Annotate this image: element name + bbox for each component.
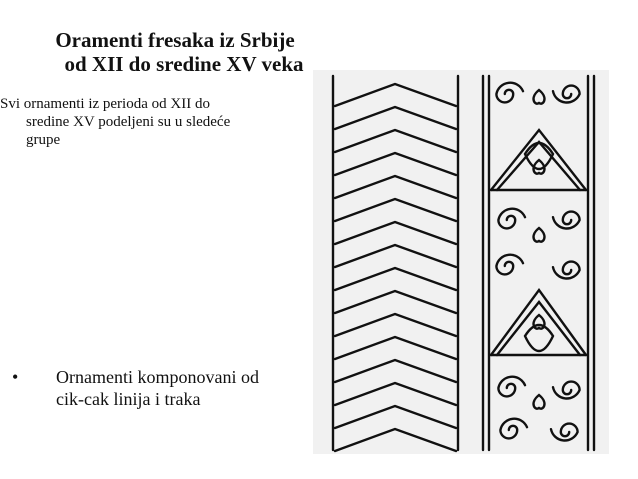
intro-line-1: Svi ornamenti iz perioda od XII do — [0, 96, 210, 112]
title-line-2: od XII do sredine XV veka — [64, 52, 304, 76]
bullet-dot: • — [12, 367, 19, 387]
intro-line-3: grupe — [26, 132, 61, 148]
title-line-1: Oramenti fresaka iz Srbije — [55, 28, 295, 52]
slide-title — [30, 28, 320, 76]
intro-text — [0, 95, 300, 149]
bullet-line-2: cik-cak linija i traka — [56, 389, 201, 409]
bullet-item — [12, 366, 312, 410]
bullet-line-1: Ornamenti komponovani od — [56, 367, 259, 387]
intro-line-2: sredine XV podeljeni su u sledeće — [26, 114, 231, 130]
ornament-figure — [313, 70, 609, 454]
ornament-drawing-icon — [313, 70, 609, 454]
